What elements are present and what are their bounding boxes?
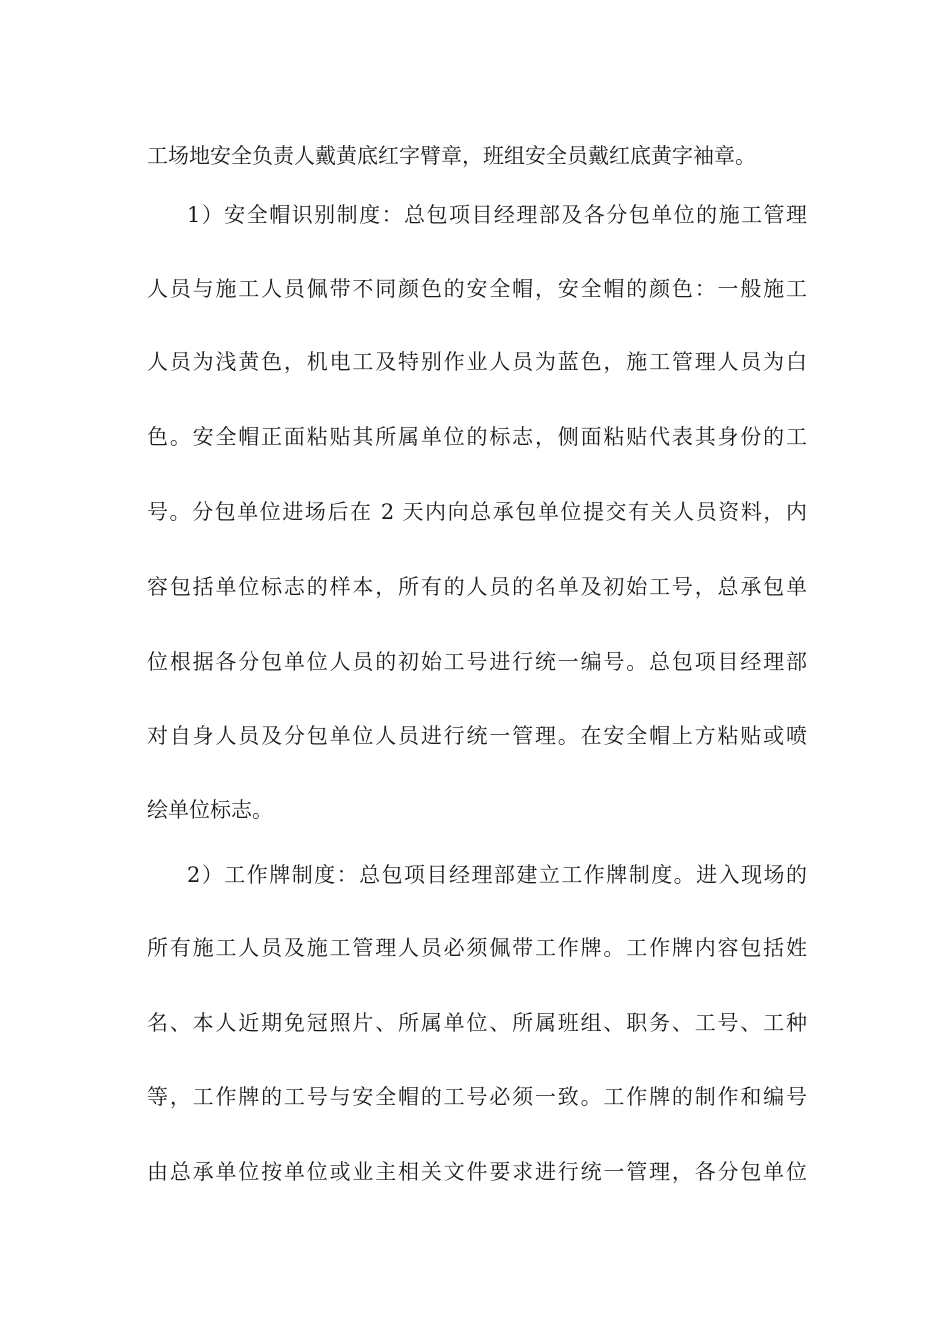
text-line: 等，工作牌的工号与安全帽的工号必须一致。工作牌的制作和编号 (147, 1085, 807, 1109)
text-line: 色。安全帽正面粘贴其所属单位的标志，侧面粘贴代表其身份的工 (147, 425, 807, 449)
text-line: 工场地安全负责人戴黄底红字臂章，班组安全员戴红底黄字袖章。 (147, 144, 756, 168)
text-line: 名、本人近期免冠照片、所属单位、所属班组、职务、工号、工种 (147, 1011, 807, 1035)
text-line: 所有施工人员及施工管理人员必须佩带工作牌。工作牌内容包括姓 (147, 936, 807, 960)
text-line: 2）工作牌制度：总包项目经理部建立工作牌制度。进入现场的 (187, 863, 807, 887)
text-line: 人员与施工人员佩带不同颜色的安全帽，安全帽的颜色：一般施工 (147, 277, 807, 301)
text-line: 容包括单位标志的样本，所有的人员的名单及初始工号，总承包单 (147, 575, 807, 599)
text-line: 人员为浅黄色，机电工及特别作业人员为蓝色，施工管理人员为白 (147, 350, 807, 374)
text-line: 绘单位标志。 (147, 798, 273, 822)
text-line: 位根据各分包单位人员的初始工号进行统一编号。总包项目经理部 (147, 650, 807, 674)
text-line: 对自身人员及分包单位人员进行统一管理。在安全帽上方粘贴或喷 (147, 724, 807, 748)
text-line: 号。分包单位进场后在 2 天内向总承包单位提交有关人员资料，内 (147, 500, 807, 524)
text-line: 由总承单位按单位或业主相关文件要求进行统一管理，各分包单位 (147, 1160, 807, 1184)
text-line: 1）安全帽识别制度：总包项目经理部及各分包单位的施工管理 (187, 203, 807, 227)
